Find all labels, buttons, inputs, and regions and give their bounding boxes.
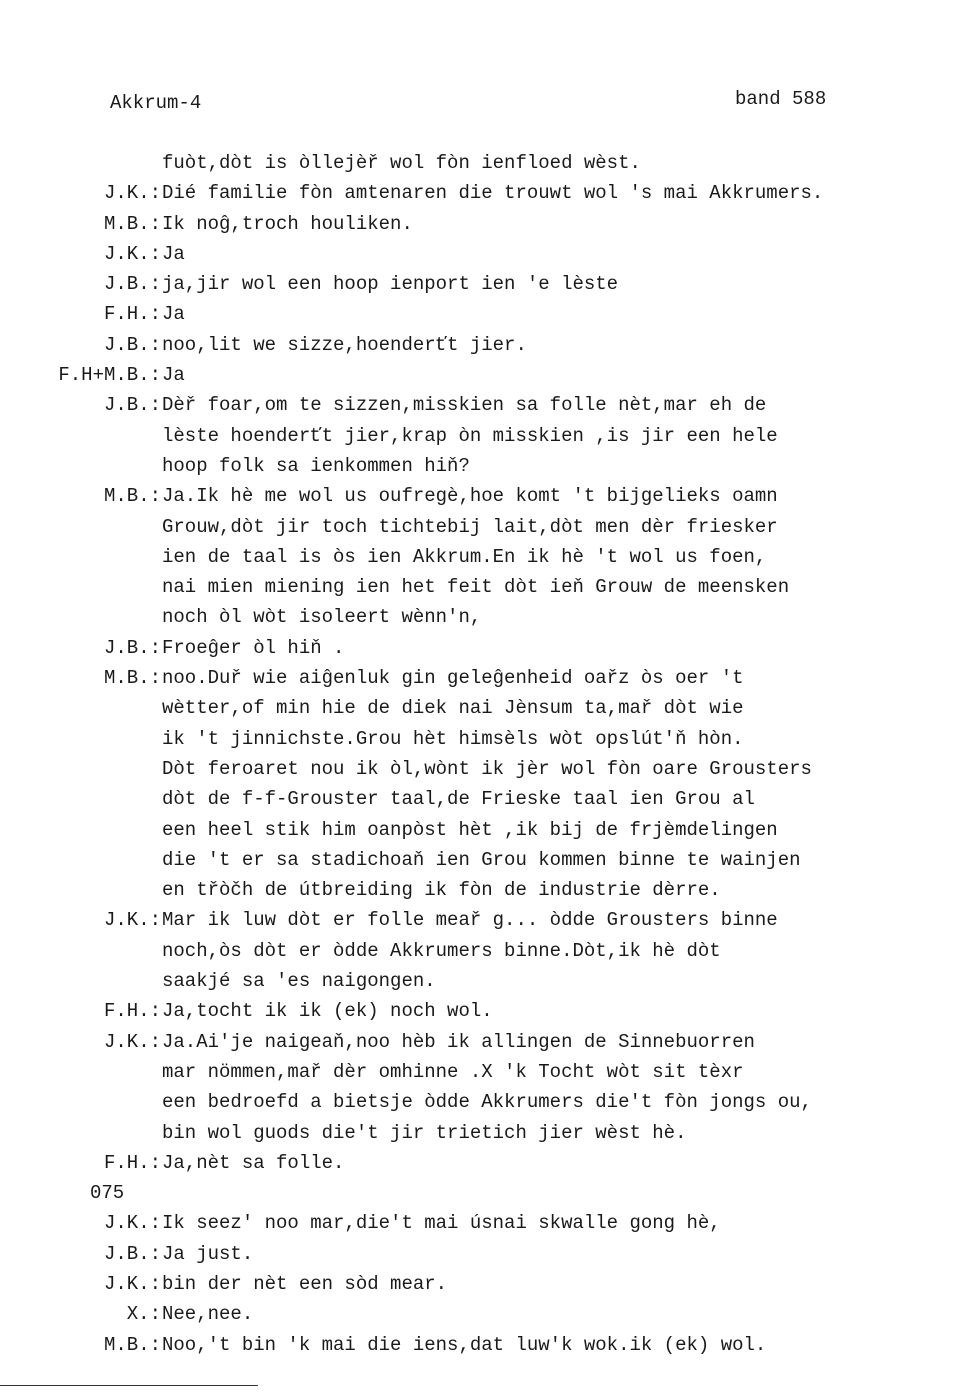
utterance-text: Noo,'t bin 'k mai die iens,dat luw'k wok.ik (ek) wol. (162, 1333, 767, 1356)
transcript-line (0, 966, 979, 996)
transcript-line (0, 815, 979, 845)
transcript-line (0, 905, 979, 935)
utterance-text: Ja,nèt sa folle. (162, 1151, 345, 1174)
transcript-line (0, 209, 979, 239)
transcript-line (0, 633, 979, 663)
tape-counter: 075 (90, 1182, 125, 1205)
speaker-label: M.B.: (103, 1333, 161, 1356)
utterance-text: Ik seez' noo mar,die't mai úsnai skwalle gong hè, (162, 1212, 721, 1235)
utterance-text: Nee,nee. (162, 1303, 254, 1326)
utterance-text: fuòt,dòt is òllejèř wol fòn ienfloed wèst. (162, 152, 641, 174)
utterance-text: ik 't jinnichste.Grou hèt himsèls wòt opslút'ň hòn. (162, 727, 744, 750)
utterance-text: Dié familie fòn amtenaren die trouwt wol 's mai Akkrumers. (162, 182, 824, 205)
utterance-text: ien de taal is òs ien Akkrum.En ik hè 't wol us foen, (162, 545, 767, 568)
speaker-label: J.K.: (103, 1030, 161, 1053)
speaker-label: M.B.: (103, 485, 161, 508)
speaker-label: F.H+M.B.: (58, 364, 161, 387)
transcript-line (0, 693, 979, 723)
transcript-line (0, 481, 979, 511)
utterance-text: saakjé sa 'es naigongen. (162, 970, 436, 993)
transcript-line (0, 542, 979, 572)
speaker-label: F.H.: (103, 1151, 161, 1174)
utterance-text: Grouw,dòt jir toch tichtebij lait,dòt men dèr friesker (162, 515, 778, 538)
transcript-line (0, 1027, 979, 1057)
utterance-text: Ja (162, 303, 185, 326)
utterance-text: noo,lit we sizze,hoenderťt jier. (162, 333, 527, 356)
speaker-label: J.K.: (103, 242, 161, 265)
utterance-text: Dèř foar,om te sizzen,misskien sa folle nèt,mar eh de (162, 394, 767, 417)
transcript-line (0, 330, 979, 360)
transcript-line (0, 360, 979, 390)
transcript-line (0, 239, 979, 269)
utterance-text: Ja just. (162, 1242, 254, 1265)
speaker-label: J.K.: (103, 182, 161, 205)
transcript-line (0, 390, 979, 420)
speaker-label: J.B.: (103, 273, 161, 296)
utterance-text: Dòt feroaret nou ik òl,wònt ik jèr wol fòn oare Grousters (162, 757, 812, 780)
transcript-line (0, 996, 979, 1026)
transcript-line (0, 1118, 979, 1148)
speaker-label: F.H.: (103, 303, 161, 326)
transcript-line (0, 875, 979, 905)
utterance-text: Ja (162, 364, 185, 387)
transcript-line (0, 421, 979, 451)
utterance-text: een heel stik him oanpòst hèt ,ik bij de frjèmdelingen (162, 818, 778, 841)
utterance-text: wètter,of min hie de diek nai Jènsum ta,mař dòt wie (162, 697, 744, 720)
utterance-text: een bedroefd a bietsje òdde Akkrumers die't fòn jongs ou, (162, 1091, 812, 1114)
speaker-label: M.B.: (103, 212, 161, 235)
transcript-line (0, 1057, 979, 1087)
transcript-line (0, 936, 979, 966)
transcript-line (0, 269, 979, 299)
utterance-text: noo.Duř wie aiĝenluk gin geleĝenheid oařz òs oer 't (162, 667, 744, 690)
transcript-line (0, 784, 979, 814)
transcript-line (0, 663, 979, 693)
transcript-line (0, 1148, 979, 1178)
utterance-text: Ja.Ai'je naigeaň,noo hèb ik allingen de Sinnebuorren (162, 1030, 755, 1053)
transcript-line (0, 572, 979, 602)
utterance-text: Ja,tocht ik ik (ek) noch wol. (162, 1000, 493, 1023)
utterance-text: lèste hoenderťt jier,krap òn misskien ,is jir een hele (162, 424, 778, 447)
transcript-line (0, 512, 979, 542)
speaker-label: M.B.: (103, 667, 161, 690)
transcript-line (0, 178, 979, 208)
utterance-text: bin wol guods die't jir trietich jier wèst hè. (162, 1121, 687, 1144)
speaker-label: J.B.: (103, 333, 161, 356)
utterance-text: Ja (162, 242, 185, 265)
transcript-line (0, 602, 979, 632)
transcript-line (0, 1087, 979, 1117)
speaker-label: J.K.: (103, 1212, 161, 1235)
utterance-text: dòt de f-f-Grouster taal,de Frieske taal ien Grou al (162, 788, 755, 811)
speaker-label: F.H.: (103, 1000, 161, 1023)
speaker-label: J.B.: (103, 1242, 161, 1265)
utterance-text: ja,jir wol een hoop ienport ien 'e lèste (162, 273, 619, 296)
speaker-label: X.: (126, 1303, 161, 1326)
utterance-text: en třòčh de útbreiding ik fòn de industrie dèrre. (162, 879, 721, 902)
utterance-text: hoop folk sa ienkommen hiň? (162, 454, 470, 477)
utterance-text: noch,òs dòt er òdde Akkrumers binne.Dòt,ik hè dòt (162, 939, 721, 962)
transcript-line (0, 299, 979, 329)
transcript-line (0, 724, 979, 754)
transcript-line (0, 1330, 979, 1360)
speaker-label: J.B.: (103, 636, 161, 659)
transcript-line (0, 1208, 979, 1238)
transcript-body (0, 148, 979, 1360)
transcript-line (0, 451, 979, 481)
header-tape-number: band 588 (735, 88, 827, 110)
transcript-line (0, 845, 979, 875)
tape-counter-row (0, 1178, 979, 1208)
speaker-label: J.B.: (103, 394, 161, 417)
utterance-text: Ja.Ik hè me wol us oufregè,hoe komt 't bijgelieks oamn (162, 485, 778, 508)
utterance-text: bin der nèt een sòd mear. (162, 1272, 448, 1295)
footer-rule (0, 1385, 258, 1386)
utterance-text: Froeĝer òl hiň . (162, 636, 345, 659)
utterance-text: die 't er sa stadichoaň ien Grou kommen binne te wainjen (162, 848, 801, 871)
transcript-line (0, 1269, 979, 1299)
transcript-line (0, 754, 979, 784)
transcript-line (0, 148, 979, 178)
speaker-label: J.K.: (103, 1272, 161, 1295)
utterance-text: noch òl wòt isoleert wènn'n, (162, 606, 482, 629)
utterance-text: nai mien miening ien het feit dòt ieň Grouw de meensken (162, 576, 790, 599)
speaker-label: J.K.: (103, 909, 161, 932)
transcript-line (0, 1299, 979, 1329)
header-title: Akkrum-4 (110, 92, 202, 114)
transcript-line (0, 1239, 979, 1269)
utterance-text: Mar ik luw dòt er folle meař g... òdde Grousters binne (162, 909, 778, 932)
utterance-text: mar nömmen,mař dèr omhinne .X 'k Tocht wòt sit tèxr (162, 1060, 744, 1083)
utterance-text: Ik noĝ,troch houliken. (162, 212, 413, 235)
